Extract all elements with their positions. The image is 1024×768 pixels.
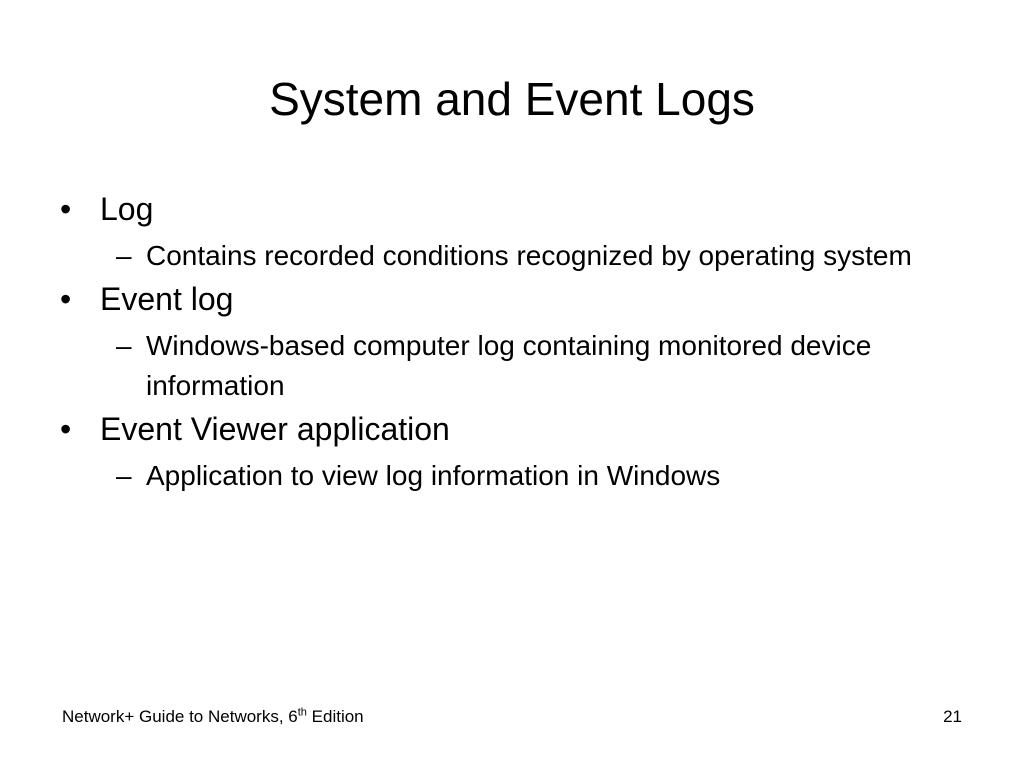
bullet-item [60, 276, 980, 322]
bullet-group-event-viewer [60, 406, 980, 496]
footer-book-prefix: Network+ Guide to Networks, 6 [62, 707, 298, 726]
sub-bullet-item [60, 326, 980, 406]
sub-bullet-marker: – [116, 330, 132, 361]
bullet-text: Log [100, 191, 154, 227]
bullet-marker: • [60, 281, 72, 317]
sub-bullet-text: Contains recorded conditions recognized by operating system [146, 240, 912, 271]
bullet-marker: • [60, 411, 72, 447]
page-number: 21 [943, 707, 962, 726]
bullet-text: Event Viewer application [100, 411, 450, 447]
sub-bullet-item [60, 236, 980, 276]
slide-title: System and Event Logs [269, 73, 755, 125]
bullet-text: Event log [100, 281, 234, 317]
bullet-item [60, 406, 980, 452]
footer-book-title [62, 706, 364, 728]
bullet-item [60, 186, 980, 232]
bullet-list [60, 186, 980, 496]
sub-bullet-marker: – [116, 240, 132, 271]
bullet-group-event-log [60, 276, 980, 406]
footer-book-suffix: Edition [306, 707, 364, 726]
bullet-group-log [60, 186, 980, 276]
sub-bullet-text: Application to view log information in Windows [146, 460, 721, 491]
sub-bullet-text: Windows-based computer log containing monitored device information [146, 330, 872, 401]
sub-bullet-marker: – [116, 460, 132, 491]
sub-bullet-item [60, 456, 980, 496]
footer-book-superscript: th [297, 706, 307, 719]
bullet-marker: • [60, 191, 72, 227]
